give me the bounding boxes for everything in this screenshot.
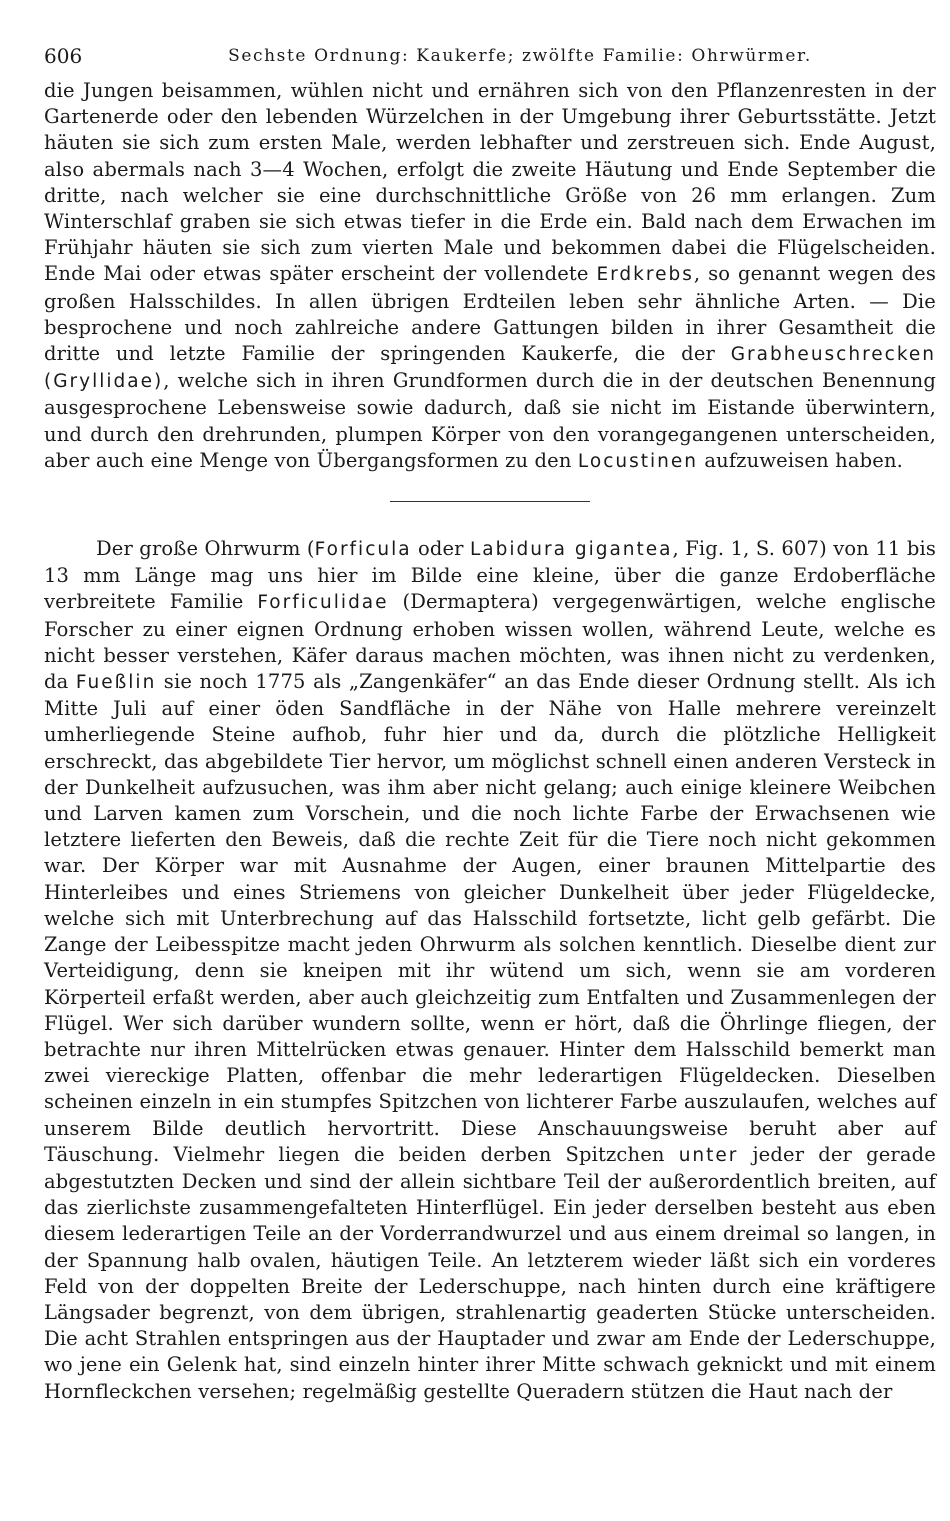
spaced-term: Locustinen xyxy=(577,450,698,472)
spaced-term: Forficula xyxy=(314,539,412,561)
paragraph-forficula xyxy=(44,536,936,1405)
paragraph-text: jeder der gerade abgestutzten Decken und sind der allein sichtbare Teil der außerordentlich breiten, auf das zierlichste zusammengefalteten Hinterflügel. Ein jeder derselben besteht aus eben diesem lederartigen Teile an der Vorderrandwurzel und aus einem dreimal so langen, in der Spannung halb ovalen, häutigen Teile. An letzterem wieder läßt sich ein vorderes Feld von der doppelten Breite der Lederschuppe, nach hinten durch eine kräftigere Längsader begrenzt, von dem übrigen, strahlenartig geaderten Stücke unterscheiden. Die acht Strahlen entspringen aus der Hauptader und zwar am Ende der Lederschuppe, wo jene ein Gelenk hat, sind einzeln hinter ihrer Mitte schwach geknickt und mit einem Hornfleckchen versehen; regelmäßig gestellte Queradern stützen die Haut nach der xyxy=(44,1142,936,1403)
spaced-term: unter xyxy=(678,1144,739,1166)
spaced-term: Erdkrebs xyxy=(596,264,694,286)
running-title: Sechste Ordnung: Kaukerfe; zwölfte Familie: Ohrwürmer. xyxy=(228,46,812,66)
paragraph-text: , Fig. 1, S. 607) von 11 bis 13 mm Länge mag uns hier im Bilde eine kleine, über die ganze Erdoberfläche verbreitete Familie xyxy=(44,537,936,614)
spaced-term: Fueßlin xyxy=(75,672,157,694)
paragraph-text: oder xyxy=(411,537,470,561)
paragraph-text: sie noch 1775 als „Zangenkäfer“ an das Ende dieser Ordnung stellt. Als ich Mitte Juli auf einer öden Sandfläche in der Nähe von Halle mehrere vereinzelt umherliegende Steine aufhob, fuhr hier und da, durch die plötzliche Helligkeit erschreckt, das abgebildete Tier hervor, um möglichst schnell einen anderen Versteck in der Dunkelheit aufzusuchen, was ihm aber nicht gelang; auch einige kleinere Weibchen und Larven kamen zum Vorschein, und die noch lichte Farbe der Erwachsenen wie letztere lieferten den Beweis, daß die rechte Zeit für die Tiere noch nicht gekommen war. Der Körper war mit Ausnahme der Augen, einer braunen Mittelpartie des Hinterleibes und eines Striemens von gleicher Dunkelheit über jeder Flügeldecke, welche sich mit Unterbrechung auf das Halsschild fortsetzte, licht gelb gefärbt. Die Zange der Leibesspitze macht jeden Ohrwurm als solchen kenntlich. Dieselbe dient zur Verteidigung, denn sie kneipen mit ihr wütend um sich, wenn sie am vorderen Körperteil erfaßt werden, aber auch gleichzeitig zum Entfalten und Zusammenlegen der Flügel. Wer sich darüber wundern sollte, wenn er hört, daß die Öhrlinge fliegen, der betrachte nur ihren Mittelrücken etwas genauer. Hinter dem Halsschild bemerkt man zwei viereckige Platten, offenbar die mehr lederartigen Flügeldecken. Dieselben scheinen einzeln in ein stumpfes Spitzchen von lichterer Farbe auszulaufen, welches auf unserem Bilde deutlich hervortritt. Diese Anschauungsweise beruht aber auf Täuschung. Vielmehr liegen die beiden derben Spitzchen xyxy=(44,670,936,1166)
paragraph-text: die Jungen beisammen, wühlen nicht und ernähren sich von den Pflanzenresten in der Gartenerde oder den lebenden Würzelchen in der Umgebung ihrer Geburtsstätte. Jetzt häuten sie sich zum ersten Male, werden lebhafter und zerstreuen sich. Ende August, also abermals nach 3—4 Wochen, erfolgt die zweite Häutung und Ende September die dritte, nach welcher sie eine durchschnittliche Größe von 26 mm erlangen. Zum Winterschlaf graben sie sich etwas tiefer in die Erde ein. Bald nach dem Erwachen im Frühjahr häuten sie sich zum vierten Male und bekommen dabei die Flügelscheiden. Ende Mai oder etwas später erscheint der vollendete xyxy=(44,79,936,286)
spaced-term: Forficulidae xyxy=(257,592,389,614)
page-number: 606 xyxy=(44,44,83,68)
paragraph-text: (Dermaptera) vergegenwärtigen, welche englische Forscher zu einer eignen Ordnung erhoben wissen wollen, während Leute, welche es nicht besser verstehen, Käfer daraus machen möchten, was ihnen nicht zu verdenken, da xyxy=(44,590,936,694)
paragraph-text: Der große Ohrwurm ( xyxy=(96,537,315,561)
paragraph-text: aufzuweisen haben. xyxy=(697,448,904,472)
spaced-term: Grabheuschrecken (Gryllidae) xyxy=(44,344,936,393)
spaced-term: Labidura gigantea xyxy=(470,539,673,561)
paragraph-text: , welche sich in ihren Grundformen durch die in der deutschen Benennung ausgesprochene Lebensweise sowie dadurch, daß sie nicht im Eistande überwintern, und durch den drehrunden, plumpen Körper von den vorangegangenen unterscheiden, aber auch eine Menge von Übergangsformen zu den xyxy=(44,369,936,472)
document-page xyxy=(44,44,936,1405)
page-header xyxy=(44,44,936,78)
section-divider xyxy=(390,501,590,502)
paragraph-gryllidae xyxy=(44,78,936,475)
paragraph-text: , so genannt wegen des großen Halsschildes. In allen übrigen Erdteilen leben sehr ähnliche Arten. — Die besprochene und noch zahlreiche andere Gattungen bilden in ihrer Gesamtheit die dritte und letzte Familie der springenden Kaukerfe, die der xyxy=(44,262,936,366)
